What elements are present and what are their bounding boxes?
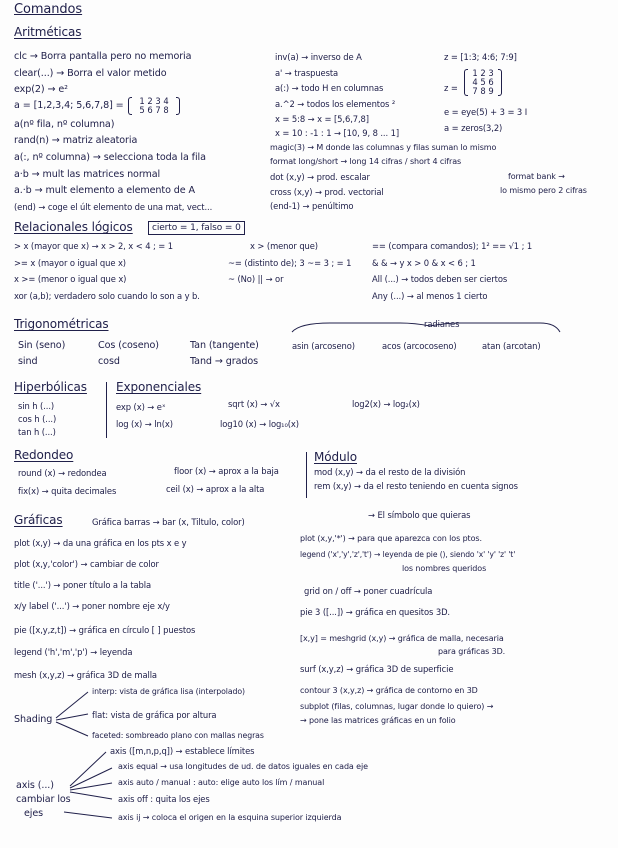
shading-label: Shading (14, 714, 53, 725)
grafica-left-line: title ('...') → poner título a la tabla (14, 580, 152, 590)
aritmetica-line: a(nº fila, nº columna) (14, 119, 115, 130)
aritmetica-line: rand(n) → matriz aleatoria (14, 135, 138, 146)
graficas-barras: Gráfica barras → bar (x, Tiltulo, color) (92, 517, 245, 527)
aritmetica-mid-line: cross (x,y) → prod. vectorial (270, 187, 384, 197)
aritmetica-line: clc → Borra pantalla pero no memoria (14, 51, 192, 62)
format-bank-line: format bank → (508, 172, 565, 181)
aritmetica-right-line: e = eye(5) + 3 = 3 I (444, 107, 528, 117)
relacional-line: Any (...) → al menos 1 cierto (372, 291, 488, 301)
radianes-label: radianes (424, 319, 460, 329)
aritmetica-mid-line: format long/short → long 14 cifras / short 4 cifras (270, 157, 462, 166)
grafica-right-line: grid on / off → poner cuadrícula (304, 586, 433, 596)
relacional-line: > x (mayor que x) → x > 2, x < 4 ; = 1 (14, 241, 173, 251)
axis-branch-line (70, 783, 112, 790)
relacional-line: ~ (No) || → or (228, 274, 284, 284)
grafica-left-line: plot (x,y) → da una gráfica en los pts x e y (14, 538, 187, 548)
aritmetica-line: a = [1,2,3,4; 5,6,7,8] = (14, 100, 124, 111)
axis-option: axis ([m,n,p,q]) → establece límites (110, 746, 255, 756)
grafica-right-line: subplot (filas, columnas, lugar donde lo quiero) → (300, 702, 494, 711)
shading-branch-line (56, 714, 88, 720)
section-heading-trigonometricas: Trigonométricas (14, 317, 109, 331)
axis-label: axis (...) (16, 780, 54, 791)
relacional-line: ~= (distinto de); 3 ~= 3 ; = 1 (228, 258, 352, 268)
aritmetica-right-line: a = zeros(3,2) (444, 123, 503, 133)
aritmetica-line: (end) → coge el últ elemento de una mat, vect... (14, 202, 213, 212)
aritmetica-mid-line: magic(3) → M donde las columnas y filas suman lo mismo (270, 143, 497, 152)
grafica-right-line: plot (x,y,'*') → para que aparezca con los ptos. (300, 534, 482, 543)
grafica-right-line: → pone las matrices gráficas en un folio (300, 716, 456, 725)
relacional-line: x > (menor que) (250, 241, 318, 251)
section-heading-modulo: Módulo (314, 450, 357, 464)
shading-branch-line (56, 692, 88, 718)
aritmetica-mid-line: dot (x,y) → prod. escalar (270, 172, 370, 182)
trig-item: asin (arcoseno) (292, 341, 355, 351)
aritmetica-line: exp(2) → e² (14, 84, 68, 95)
axis-option: axis off : quita los ejes (118, 794, 210, 804)
aritmetica-mid-line: inv(a) → inverso de A (275, 52, 362, 62)
grafica-right-line: contour 3 (x,y,z) → gráfica de contorno en 3D (300, 686, 478, 695)
trig-item: atan (arcotan) (482, 341, 541, 351)
axis-branch-line (70, 768, 112, 788)
grafica-right-line: para gráficas 3D. (438, 647, 506, 656)
matrix-row: 4 5 6 (472, 77, 494, 87)
relacional-line: >= x (mayor o igual que x) (14, 258, 126, 268)
relacional-line: xor (a,b); verdadero solo cuando lo son a y b. (14, 291, 200, 301)
trig-item: Cos (coseno) (98, 340, 159, 351)
section-heading-hiperbolicas: Hiperbólicas (14, 380, 87, 394)
section-heading-relacionales: Relacionales lógicos (14, 220, 133, 234)
section-heading-redondeo: Redondeo (14, 448, 74, 462)
axis-option: axis ij → coloca el origen en la esquina superior izquierda (118, 813, 342, 822)
axis-branch-line (70, 752, 106, 786)
exp-item: sqrt (x) → √x (228, 399, 280, 409)
matrix-row: 7 8 9 (472, 86, 494, 96)
redondeo-item: round (x) → redondea (18, 468, 107, 478)
exp-item: log (x) → ln(x) (116, 419, 173, 429)
grafica-left-line: x/y label ('...') → poner nombre eje x/y (14, 601, 170, 611)
aritmetica-mid-line: a(:) → todo H en columnas (275, 83, 384, 93)
radianes-brace (292, 323, 560, 332)
redondeo-item: ceil (x) → aprox a la alta (166, 484, 265, 494)
redondeo-item: floor (x) → aprox a la baja (174, 466, 279, 476)
trig-item: acos (arcocoseno) (382, 341, 457, 351)
relacional-line: == (compara comandos); 1² == √1 ; 1 (372, 241, 533, 251)
modulo-item: rem (x,y) → da el resto teniendo en cuenta signos (314, 481, 518, 491)
aritmetica-mid-line: x = 5:8 → x = [5,6,7,8] (275, 114, 369, 124)
matrix-row: 1 2 3 (472, 68, 494, 78)
boolean-values-box: cierto = 1, falso = 0 (148, 221, 245, 235)
grafica-right-line: legend ('x','y','z','t') → leyenda de pie (), siendo 'x' 'y' 'z' 't' (300, 550, 516, 559)
section-heading-exponenciales: Exponenciales (116, 380, 202, 394)
grafica-left-line: mesh (x,y,z) → gráfica 3D de malla (14, 670, 157, 680)
section-heading-aritmetica: Aritméticas (14, 25, 82, 39)
aritmetica-mid-line: a' → traspuesta (275, 68, 339, 78)
shading-option: faceted: sombreado plano con mallas negras (92, 731, 264, 740)
matrix-row: 1 2 3 4 (139, 96, 169, 106)
relacional-line: All (...) → todos deben ser ciertos (372, 274, 508, 284)
grafica-right-line: pie 3 ([...]) → gráfica en quesitos 3D. (300, 607, 450, 617)
axis-branch-line (64, 812, 112, 818)
aritmetica-right-line: z = (444, 83, 458, 93)
page-title: Comandos (14, 2, 83, 17)
graficas-simbolo: → El símbolo que quieras (368, 510, 471, 520)
grafica-left-line: plot (x,y,'color') → cambiar de color (14, 559, 159, 569)
shading-option: interp: vista de gráfica lisa (interpolado) (92, 687, 245, 696)
aritmetica-mid-line: x = 10 : -1 : 1 → [10, 9, 8 ... 1] (275, 128, 400, 138)
aritmetica-line: clear(...) → Borra el valor metido (14, 68, 167, 79)
axis-label: ejes (24, 808, 44, 819)
axis-option: axis auto / manual : auto: elige auto los lím / manual (118, 778, 325, 787)
exp-item: log2(x) → log₂(x) (352, 399, 420, 409)
aritmetica-line: a(:, nº columna) → selecciona toda la fila (14, 152, 206, 163)
section-heading-graficas: Gráficas (14, 513, 63, 527)
relacional-line: x >= (menor o igual que x) (14, 274, 127, 284)
axis-branch-line (70, 792, 112, 799)
exp-item: exp (x) → eˣ (116, 402, 166, 412)
format-bank-line: lo mismo pero 2 cifras (500, 186, 587, 195)
grafica-right-line: surf (x,y,z) → gráfica 3D de superficie (300, 664, 454, 674)
trig-item: Sin (seno) (18, 340, 66, 351)
grafica-right-line: [x,y] = meshgrid (x,y) → gráfica de malla, necesaria (300, 634, 504, 643)
aritmetica-line: a·b → mult las matrices normal (14, 169, 161, 180)
shading-branch-line (56, 722, 88, 736)
trig-item: cosd (98, 356, 120, 367)
trig-item: Tan (tangente) (190, 340, 259, 351)
trig-item: sind (18, 356, 38, 367)
matrix-row: 5 6 7 8 (139, 105, 169, 115)
hiperbolica-item: cos h (...) (18, 414, 57, 424)
shading-option: flat: vista de gráfica por altura (92, 710, 217, 720)
modulo-item: mod (x,y) → da el resto de la división (314, 467, 466, 477)
aritmetica-right-line: z = [1:3; 4:6; 7:9] (444, 52, 517, 62)
aritmetica-mid-line: a.^2 → todos los elementos ² (275, 99, 396, 109)
hiperbolica-item: sin h (...) (18, 401, 55, 411)
relacional-line: & & → y x > 0 & x < 6 ; 1 (372, 258, 476, 268)
aritmetica-line: a.·b → mult elemento a elemento de A (14, 185, 196, 196)
redondeo-item: fix(x) → quita decimales (18, 486, 117, 496)
axis-label: cambiar los (16, 794, 71, 805)
axis-option: axis equal → usa longitudes de ud. de datos iguales en cada eje (118, 762, 368, 771)
grafica-left-line: pie ([x,y,z,t]) → gráfica en círculo [ ] puestos (14, 625, 196, 635)
grafica-right-line: los nombres queridos (402, 564, 487, 573)
trig-item: Tand → grados (190, 356, 259, 367)
aritmetica-mid-line: (end-1) → penúltimo (270, 201, 354, 211)
exp-item: log10 (x) → log₁₀(x) (220, 419, 299, 429)
grafica-left-line: legend ('h','m','p') → leyenda (14, 647, 133, 657)
hiperbolica-item: tan h (...) (18, 427, 56, 437)
